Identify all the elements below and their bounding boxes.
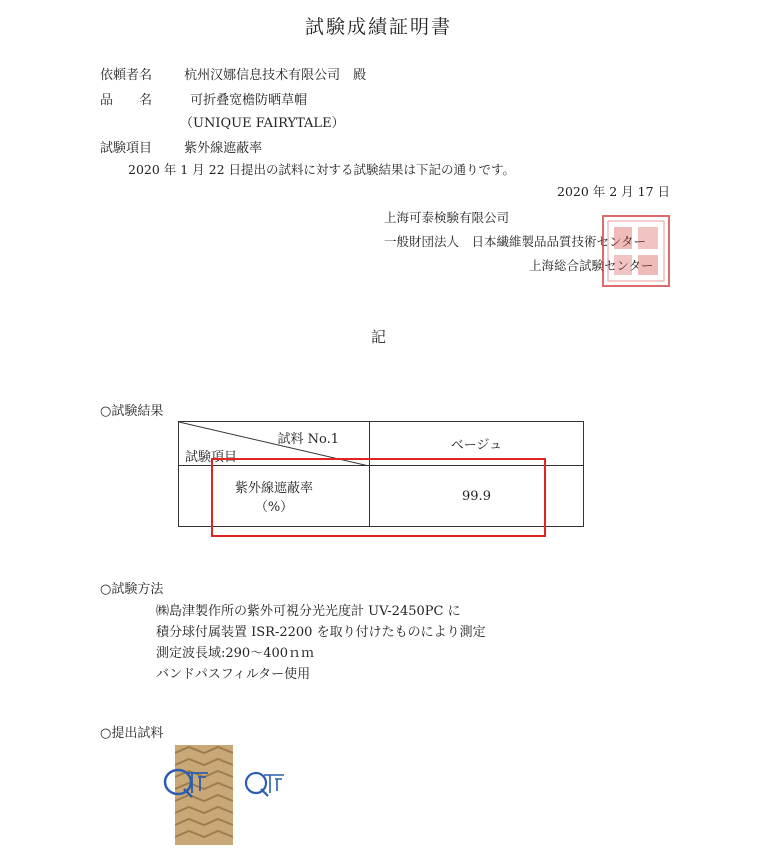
test-item-value: 紫外線遮蔽率 (184, 141, 263, 156)
product-name: 可折叠宽檐防晒草帽 (190, 93, 308, 108)
issuer-company: 上海可泰検験有限公司 (384, 210, 510, 225)
header-item-label: 試験項目 (185, 450, 238, 465)
ki-heading: 記 (370, 328, 386, 346)
item-unit: （%） (254, 500, 294, 515)
test-item-label: 試験項目 (100, 141, 153, 156)
method-line: バンドパスフィルター使用 (156, 667, 311, 682)
test-item-row (100, 137, 262, 156)
notice-text: 2020 年 1 月 22 日提出の試料に対する試験結果は下記の通りです。 (128, 162, 516, 177)
result-value-cell: 99.9 (370, 466, 584, 527)
method-line: 積分球付属装置 ISR-2200 を取り付けたものにより測定 (156, 625, 486, 640)
product-label: 品 名 (100, 93, 153, 108)
highlight-box (211, 458, 546, 537)
issuer-center: 上海総合試験センター (529, 258, 654, 273)
item-name: 紫外線遮蔽率 (234, 481, 313, 496)
qtec-logo-mark (244, 768, 286, 798)
results-heading: ○試験結果 (100, 404, 164, 419)
client-value: 杭州汉娜信息技术有限公司 殿 (184, 68, 367, 83)
product-row (100, 89, 307, 108)
issue-date: 2020 年 2 月 17 日 (557, 184, 671, 199)
product-brand: （UNIQUE FAIRYTALE） (180, 116, 345, 131)
method-line: ㈱島津製作所の紫外可視分光光度計 UV-2450PC に (156, 604, 461, 619)
document-title: 試験成績証明書 (304, 16, 452, 38)
method-line: 測定波長域:290～400ｎｍ (156, 646, 315, 661)
qtec-logo-mark (162, 765, 210, 799)
sample-name-cell: ベージュ (370, 422, 584, 466)
issuer-foundation: 一般財団法人 日本繊維製品品質技術センター (384, 234, 647, 249)
submitted-heading: ○提出試料 (100, 726, 164, 741)
client-label: 依頼者名 (100, 68, 153, 83)
method-heading: ○試験方法 (100, 582, 164, 597)
official-seal-stamp (600, 213, 672, 289)
client-row (100, 64, 366, 83)
header-sample-label: 試料 No.1 (277, 432, 339, 447)
